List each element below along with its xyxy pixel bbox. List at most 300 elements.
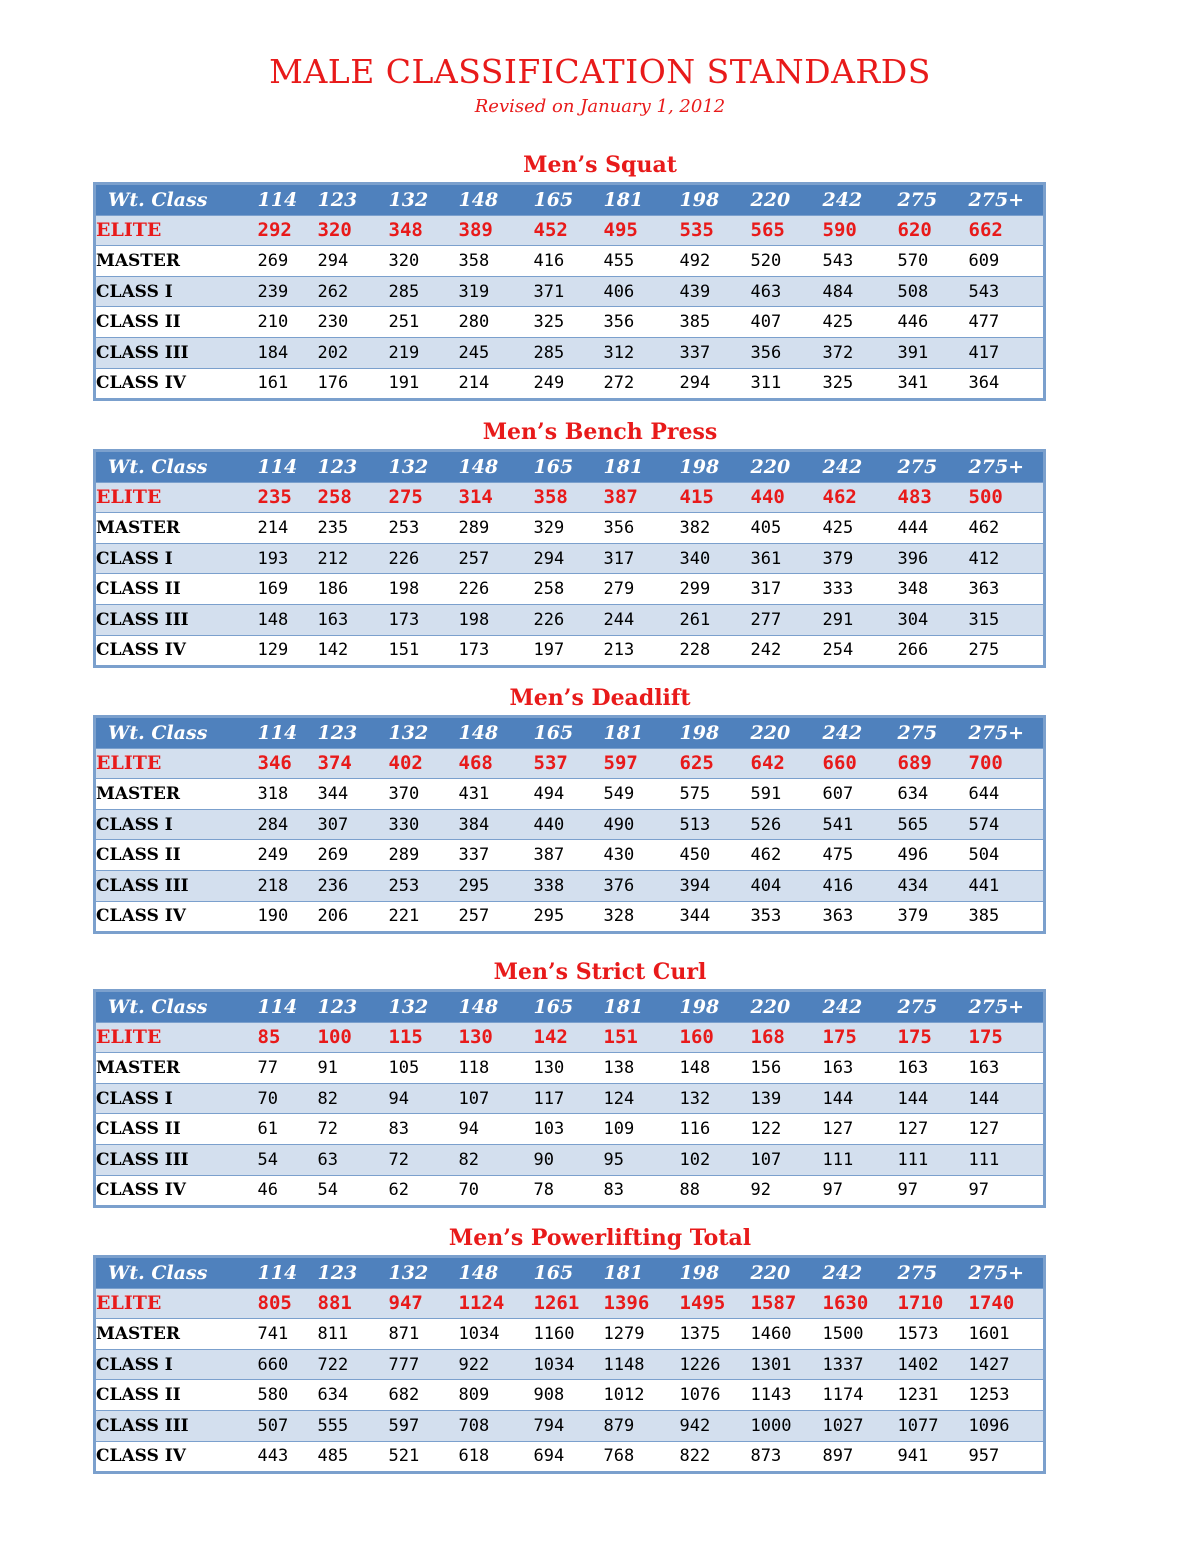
table-cell: 294 [534,543,604,574]
standards-table [93,1255,1046,1474]
row-label: ELITE [95,1288,258,1319]
table-cell: 642 [751,748,823,779]
table-cell: 100 [318,1022,389,1053]
table-row [95,840,1045,871]
header-label: Wt. Class [108,1261,208,1284]
table-cell: 46 [258,1175,318,1207]
table-cell: 364 [969,368,1045,400]
table-row [95,543,1045,574]
table-row [95,779,1045,810]
row-label: CLASS I [95,1083,258,1114]
row-label: ELITE [95,748,258,779]
table-cell: 138 [604,1053,680,1084]
weight-class-header: 242 [822,1261,863,1284]
weight-class-header: 123 [317,995,358,1018]
table-cell: 543 [969,276,1045,307]
table-cell: 507 [258,1410,318,1441]
weight-class-header: 220 [750,455,791,478]
weight-class-header: 114 [257,188,298,211]
row-label: CLASS II [95,307,258,338]
table-cell: 142 [318,635,389,667]
table-header-row [95,184,1045,216]
table-cell: 118 [459,1053,534,1084]
table-cell: 358 [534,482,604,513]
table-cell: 102 [680,1144,751,1175]
table-cell: 485 [318,1441,389,1473]
table-cell: 415 [680,482,751,513]
table-cell: 275 [389,482,459,513]
weight-class-header: 198 [679,995,720,1018]
header-label: Wt. Class [108,721,208,744]
table-cell: 226 [459,574,534,605]
table-cell: 363 [823,901,898,933]
table-cell: 708 [459,1410,534,1441]
table-cell: 127 [969,1114,1045,1145]
table-cell: 221 [389,901,459,933]
table-cell: 407 [751,307,823,338]
table-cell: 521 [389,1441,459,1473]
table-cell: 379 [823,543,898,574]
table-row [95,1288,1045,1319]
table-cell: 330 [389,809,459,840]
table-cell: 83 [389,1114,459,1145]
table-cell: 333 [823,574,898,605]
table-row [95,482,1045,513]
weight-class-header: 123 [317,455,358,478]
table-cell: 193 [258,543,318,574]
row-label: MASTER [95,779,258,810]
table-cell: 62 [389,1175,459,1207]
table-cell: 262 [318,276,389,307]
table-cell: 142 [534,1022,604,1053]
table-cell: 280 [459,307,534,338]
table-cell: 82 [318,1083,389,1114]
row-label: CLASS I [95,1349,258,1380]
weight-class-header: 181 [603,188,644,211]
table-cell: 468 [459,748,534,779]
table-cell: 1077 [898,1410,969,1441]
table-cell: 492 [680,246,751,277]
row-label: CLASS II [95,840,258,871]
table-cell: 214 [459,368,534,400]
table-cell: 292 [258,215,318,246]
weight-class-header: 123 [317,1261,358,1284]
weight-class-header: 123 [317,188,358,211]
table-cell: 107 [459,1083,534,1114]
table-cell: 82 [459,1144,534,1175]
table-cell: 122 [751,1114,823,1145]
table-cell: 356 [751,337,823,368]
weight-class-header: 198 [679,455,720,478]
row-label: MASTER [95,1319,258,1350]
table-cell: 97 [969,1175,1045,1207]
table-cell: 312 [604,337,680,368]
table-cell: 371 [534,276,604,307]
table-cell: 1076 [680,1380,751,1411]
table-cell: 1231 [898,1380,969,1411]
table-cell: 768 [604,1441,680,1473]
table-cell: 299 [680,574,751,605]
table-cell: 462 [969,513,1045,544]
table-cell: 356 [604,307,680,338]
table-cell: 405 [751,513,823,544]
weight-class-header: 165 [533,721,574,744]
weight-class-header: 275 [897,1261,938,1284]
table-header-row [95,717,1045,749]
row-label: CLASS III [95,870,258,901]
table-cell: 1573 [898,1319,969,1350]
table-cell: 85 [258,1022,318,1053]
table-cell: 897 [823,1441,898,1473]
table-cell: 873 [751,1441,823,1473]
weight-class-header: 114 [257,1261,298,1284]
weight-class-header: 148 [458,455,499,478]
table-cell: 1000 [751,1410,823,1441]
table-cell: 431 [459,779,534,810]
table-cell: 94 [459,1114,534,1145]
table-cell: 412 [969,543,1045,574]
table-cell: 77 [258,1053,318,1084]
weight-class-header: 132 [388,455,429,478]
weight-class-header: 132 [388,1261,429,1284]
table-cell: 741 [258,1319,318,1350]
weight-class-header: 181 [603,1261,644,1284]
table-cell: 228 [680,635,751,667]
table-cell: 1148 [604,1349,680,1380]
table-cell: 580 [258,1380,318,1411]
table-cell: 504 [969,840,1045,871]
table-cell: 230 [318,307,389,338]
row-label: CLASS IV [95,1175,258,1207]
table-cell: 163 [969,1053,1045,1084]
table-cell: 169 [258,574,318,605]
table-cell: 574 [969,809,1045,840]
table-cell: 389 [459,215,534,246]
table-row [95,901,1045,933]
table-cell: 319 [459,276,534,307]
table-cell: 543 [823,246,898,277]
weight-class-header: 181 [603,995,644,1018]
table-cell: 83 [604,1175,680,1207]
weight-class-header: 275 [897,455,938,478]
table-cell: 186 [318,574,389,605]
weight-class-header: 132 [388,188,429,211]
section-title: Men’s Powerlifting Total [448,1225,752,1251]
row-label: CLASS III [95,337,258,368]
weight-class-header: 275 [897,188,938,211]
row-label: CLASS I [95,543,258,574]
table-cell: 881 [318,1288,389,1319]
table-cell: 72 [318,1114,389,1145]
table-cell: 662 [969,215,1045,246]
weight-class-header: 114 [257,721,298,744]
table-cell: 444 [898,513,969,544]
standards-section [93,1223,1043,1474]
table-cell: 341 [898,368,969,400]
row-label: ELITE [95,482,258,513]
table-cell: 609 [969,246,1045,277]
table-cell: 129 [258,635,318,667]
table-cell: 168 [751,1022,823,1053]
table-cell: 430 [604,840,680,871]
table-cell: 700 [969,748,1045,779]
table-cell: 1587 [751,1288,823,1319]
standards-table [93,182,1046,401]
table-cell: 794 [534,1410,604,1441]
table-row [95,1380,1045,1411]
table-cell: 344 [680,901,751,933]
weight-class-header: 123 [317,721,358,744]
standards-table [93,989,1046,1208]
table-cell: 258 [318,482,389,513]
table-cell: 416 [823,870,898,901]
table-row [95,1410,1045,1441]
table-cell: 70 [258,1083,318,1114]
table-cell: 289 [459,513,534,544]
table-cell: 148 [258,604,318,635]
section-title: Men’s Squat [523,152,677,178]
table-cell: 809 [459,1380,534,1411]
table-cell: 1124 [459,1288,534,1319]
table-cell: 258 [534,574,604,605]
standards-section [93,683,1043,934]
table-cell: 575 [680,779,751,810]
table-cell: 311 [751,368,823,400]
table-cell: 219 [389,337,459,368]
table-row [95,1441,1045,1473]
row-label: MASTER [95,513,258,544]
table-cell: 1427 [969,1349,1045,1380]
weight-class-header: 220 [750,995,791,1018]
table-cell: 344 [318,779,389,810]
row-label: CLASS II [95,574,258,605]
weight-class-header: 114 [257,455,298,478]
table-cell: 620 [898,215,969,246]
table-cell: 391 [898,337,969,368]
table-cell: 941 [898,1441,969,1473]
weight-class-header: 198 [679,721,720,744]
table-cell: 210 [258,307,318,338]
weight-class-header: 275+ [968,455,1025,478]
table-cell: 244 [604,604,680,635]
row-label: CLASS III [95,604,258,635]
table-cell: 385 [969,901,1045,933]
table-cell: 63 [318,1144,389,1175]
table-cell: 879 [604,1410,680,1441]
table-cell: 370 [389,779,459,810]
table-cell: 254 [823,635,898,667]
row-label: CLASS IV [95,1441,258,1473]
table-cell: 363 [969,574,1045,605]
table-cell: 541 [823,809,898,840]
table-cell: 269 [258,246,318,277]
table-cell: 105 [389,1053,459,1084]
table-cell: 148 [680,1053,751,1084]
table-cell: 607 [823,779,898,810]
table-cell: 1012 [604,1380,680,1411]
table-cell: 947 [389,1288,459,1319]
table-cell: 317 [604,543,680,574]
table-cell: 92 [751,1175,823,1207]
table-cell: 591 [751,779,823,810]
row-label: CLASS II [95,1114,258,1145]
table-row [95,574,1045,605]
standards-section [93,957,1043,1208]
table-cell: 70 [459,1175,534,1207]
table-cell: 356 [604,513,680,544]
table-cell: 111 [898,1144,969,1175]
weight-class-header: 242 [822,721,863,744]
section-title: Men’s Bench Press [482,419,718,445]
table-cell: 452 [534,215,604,246]
table-cell: 450 [680,840,751,871]
weight-class-header: 275 [897,721,938,744]
table-cell: 304 [898,604,969,635]
table-cell: 206 [318,901,389,933]
table-cell: 161 [258,368,318,400]
table-cell: 139 [751,1083,823,1114]
table-cell: 483 [898,482,969,513]
table-cell: 130 [459,1022,534,1053]
table-cell: 922 [459,1349,534,1380]
weight-class-header: 242 [822,455,863,478]
table-row [95,635,1045,667]
table-cell: 226 [534,604,604,635]
table-header-row [95,1257,1045,1289]
table-row [95,1053,1045,1084]
table-cell: 197 [534,635,604,667]
table-cell: 1710 [898,1288,969,1319]
table-cell: 811 [318,1319,389,1350]
standards-table [93,715,1046,934]
table-cell: 320 [389,246,459,277]
table-cell: 320 [318,215,389,246]
table-cell: 508 [898,276,969,307]
table-cell: 526 [751,809,823,840]
table-cell: 163 [898,1053,969,1084]
table-cell: 625 [680,748,751,779]
table-cell: 1630 [823,1288,898,1319]
table-cell: 175 [823,1022,898,1053]
table-cell: 242 [751,635,823,667]
table-cell: 239 [258,276,318,307]
table-cell: 249 [534,368,604,400]
table-cell: 565 [898,809,969,840]
table-cell: 198 [459,604,534,635]
table-row [95,246,1045,277]
weight-class-header: 275+ [968,188,1025,211]
table-row [95,1083,1045,1114]
table-cell: 88 [680,1175,751,1207]
table-cell: 440 [751,482,823,513]
weight-class-header: 114 [257,995,298,1018]
section-title: Men’s Deadlift [509,685,691,711]
table-cell: 520 [751,246,823,277]
table-cell: 54 [318,1175,389,1207]
row-label: CLASS I [95,276,258,307]
table-cell: 307 [318,809,389,840]
table-cell: 294 [680,368,751,400]
standards-table [93,449,1046,668]
table-cell: 257 [459,901,534,933]
table-cell: 463 [751,276,823,307]
table-cell: 777 [389,1349,459,1380]
table-cell: 103 [534,1114,604,1145]
table-cell: 191 [389,368,459,400]
table-row [95,1114,1045,1145]
weight-class-header: 165 [533,1261,574,1284]
table-cell: 257 [459,543,534,574]
page-title: MALE CLASSIFICATION STANDARDS [269,52,931,91]
table-cell: 253 [389,513,459,544]
table-row [95,1144,1045,1175]
table-cell: 175 [898,1022,969,1053]
table-row [95,748,1045,779]
table-cell: 1174 [823,1380,898,1411]
table-cell: 285 [389,276,459,307]
table-cell: 285 [534,337,604,368]
weight-class-header: 220 [750,721,791,744]
row-label: CLASS I [95,809,258,840]
table-cell: 446 [898,307,969,338]
table-cell: 226 [389,543,459,574]
standards-section [93,417,1043,668]
row-label: CLASS III [95,1410,258,1441]
row-label: MASTER [95,1053,258,1084]
table-cell: 477 [969,307,1045,338]
table-cell: 694 [534,1441,604,1473]
table-cell: 130 [534,1053,604,1084]
header-label: Wt. Class [108,995,208,1018]
table-cell: 441 [969,870,1045,901]
row-label: CLASS IV [95,635,258,667]
table-cell: 91 [318,1053,389,1084]
table-cell: 1402 [898,1349,969,1380]
table-cell: 1034 [459,1319,534,1350]
header-label: Wt. Class [108,455,208,478]
table-cell: 660 [258,1349,318,1380]
section-title: Men’s Strict Curl [493,959,707,985]
header-label: Wt. Class [108,188,208,211]
weight-class-header: 181 [603,455,644,478]
table-cell: 90 [534,1144,604,1175]
table-cell: 338 [534,870,604,901]
table-cell: 213 [604,635,680,667]
weight-class-header: 165 [533,188,574,211]
table-cell: 1253 [969,1380,1045,1411]
table-row [95,276,1045,307]
table-cell: 236 [318,870,389,901]
table-cell: 132 [680,1083,751,1114]
table-cell: 404 [751,870,823,901]
table-cell: 1160 [534,1319,604,1350]
table-cell: 173 [459,635,534,667]
table-cell: 805 [258,1288,318,1319]
table-cell: 500 [969,482,1045,513]
table-cell: 72 [389,1144,459,1175]
weight-class-header: 242 [822,995,863,1018]
table-cell: 340 [680,543,751,574]
table-cell: 402 [389,748,459,779]
table-cell: 358 [459,246,534,277]
weight-class-header: 220 [750,188,791,211]
table-cell: 202 [318,337,389,368]
weight-class-header: 148 [458,721,499,744]
table-cell: 325 [823,368,898,400]
table-cell: 337 [680,337,751,368]
table-cell: 394 [680,870,751,901]
table-cell: 455 [604,246,680,277]
